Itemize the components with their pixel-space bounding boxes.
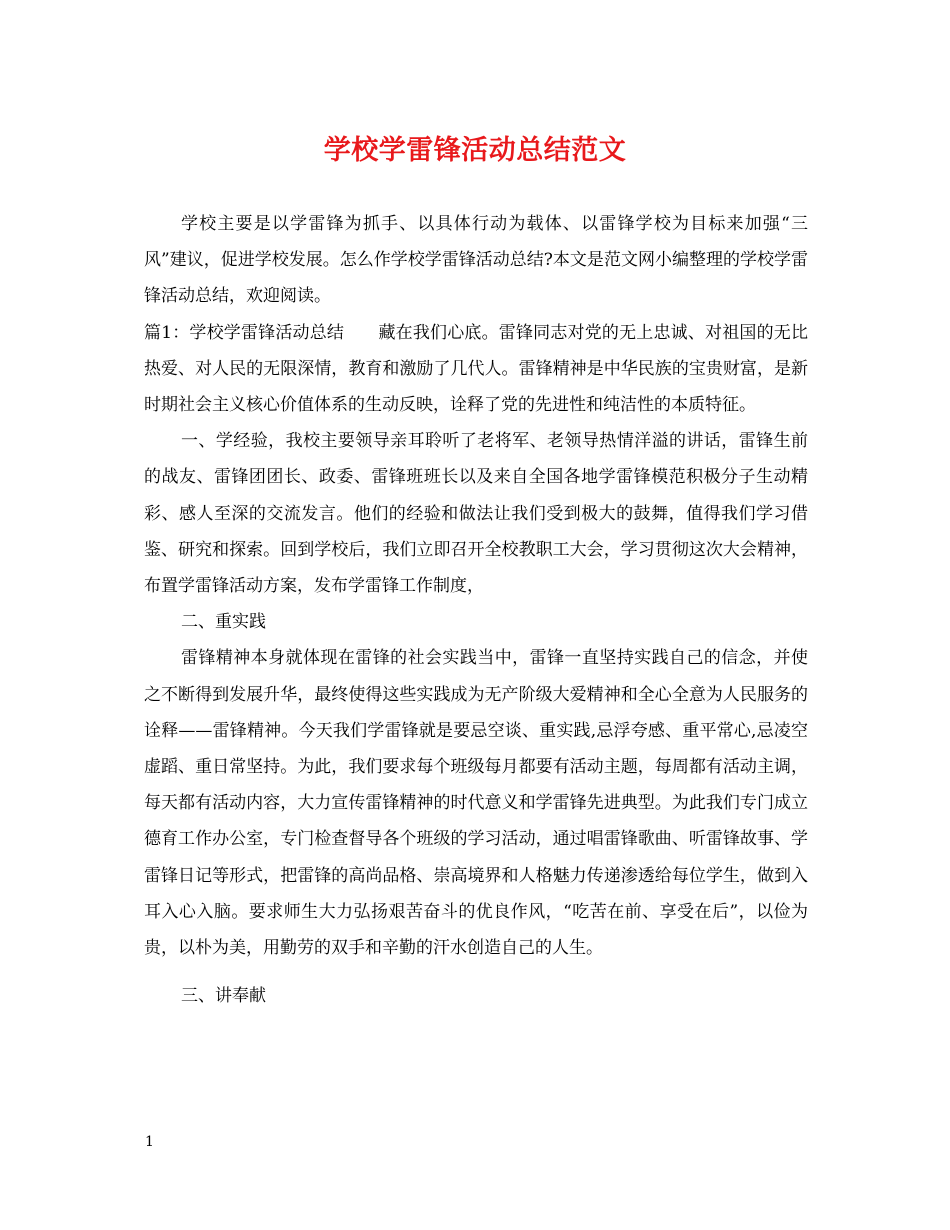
document-title: 学校学雷锋活动总结范文	[323, 135, 627, 166]
section1-paragraph: 一、学经验，我校主要领导亲耳聆听了老将军、老领导热情洋溢的讲话，雷锋生前的战友、雷锋团团长、政委、雷锋班班长以及来自全国各地学雷锋模范积极分子生动精彩、感人至深的交流发言。他们的经验和做法让我们受到极大的鼓舞，值得我们学习借鉴、研究和探索。回到学校后，我们立即召开全校教职工大会，学习贯彻这次大会精神，布置学雷锋活动方案，发布学雷锋工作制度，	[144, 431, 808, 597]
document-body	[144, 206, 808, 1014]
section3-heading: 三、讲奉献	[181, 986, 266, 1007]
page-number: 1	[145, 1134, 154, 1150]
intro-paragraph: 学校主要是以学雷锋为抓手、以具体行动为载体、以雷锋学校为目标来加强“三风”建议，促进学校发展。怎么作学校学雷锋活动总结?本文是范文网小编整理的学校学雷锋活动总结，欢迎阅读。	[144, 214, 808, 307]
part1-paragraph: 篇1：学校学雷锋活动总结 藏在我们心底。雷锋同志对党的无上忠诚、对祖国的无比热爱、对人民的无限深情，教育和激励了几代人。雷锋精神是中华民族的宝贵财富，是新时期社会主义核心价值体系的生动反映，诠释了党的先进性和纯洁性的本质特征。	[144, 322, 808, 416]
section2-paragraph: 雷锋精神本身就体现在雷锋的社会实践当中，雷锋一直坚持实践自己的信念，并使之不断得到发展升华，最终使得这些实践成为无产阶级大爱精神和全心全意为人民服务的诠释——雷锋精神。今天我们学雷锋就是要忌空谈、重实践,忌浮夸感、重平常心,忌凌空虚蹈、重日常坚持。为此，我们要求每个班级每月都要有活动主题，每周都有活动主调，每天都有活动内容，大力宣传雷锋精神的时代意义和学雷锋先进典型。为此我们专门成立德育工作办公室，专门检查督导各个班级的学习活动，通过唱雷锋歌曲、听雷锋故事、学雷锋日记等形式，把雷锋的高尚品格、崇高境界和人格魅力传递渗透给每位学生，做到入耳入心入脑。要求师生大力弘扬艰苦奋斗的优良作风，“吃苦在前、享受在后”，以俭为贵，以朴为美，用勤劳的双手和辛勤的汗水创造自己的人生。	[144, 648, 808, 959]
section2-heading: 二、重实践	[181, 612, 266, 633]
